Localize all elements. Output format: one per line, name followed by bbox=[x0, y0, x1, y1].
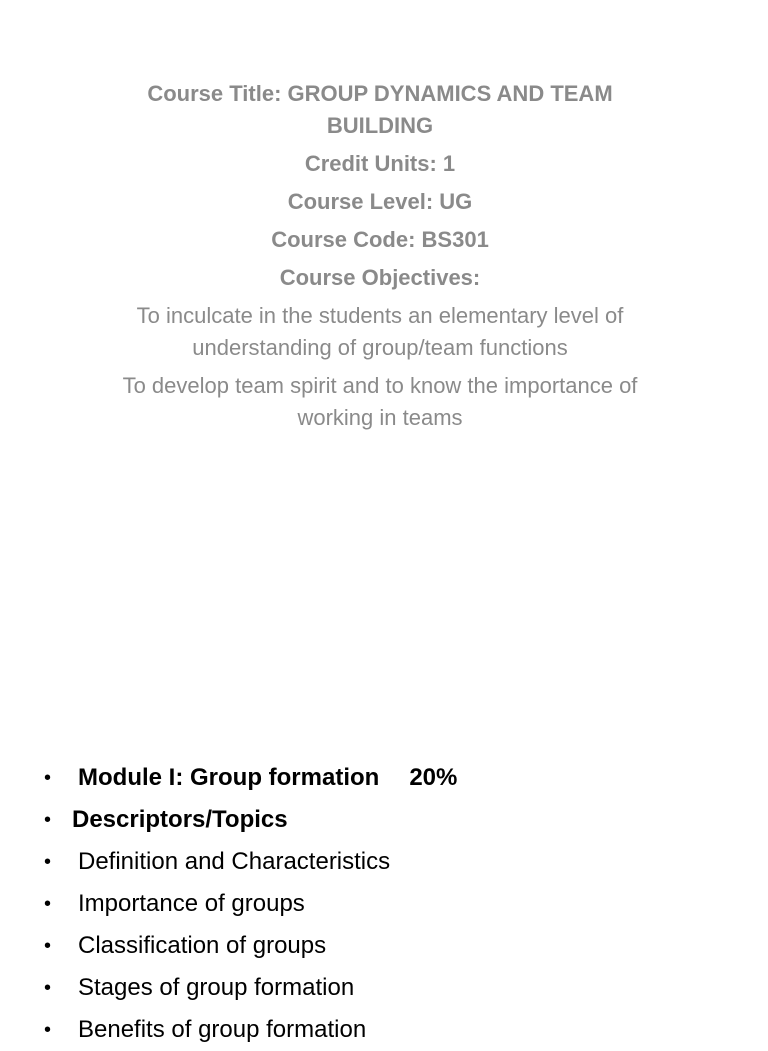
list-item bbox=[44, 841, 744, 883]
list-item bbox=[44, 883, 744, 925]
list-item-descriptors bbox=[44, 799, 744, 841]
topic-text: Definition and Characteristics bbox=[78, 848, 391, 875]
objectives-heading: Course Objectives: bbox=[279, 265, 481, 290]
module-weight: 20% bbox=[409, 764, 458, 791]
topic-text: Classification of groups bbox=[78, 932, 327, 959]
bullet-icon: • bbox=[44, 935, 52, 957]
list-item bbox=[44, 925, 744, 967]
bullet-icon: • bbox=[44, 851, 52, 873]
list-item bbox=[44, 967, 744, 1009]
credit-units: Credit Units: 1 bbox=[304, 151, 456, 176]
topic-text: Importance of groups bbox=[78, 890, 305, 917]
module-bullet-list bbox=[44, 757, 744, 1051]
module-heading: Module I: Group formation bbox=[78, 764, 380, 791]
topic-text: Stages of group formation bbox=[78, 974, 355, 1001]
bullet-icon: • bbox=[44, 1019, 52, 1041]
objective-2: To develop team spirit and to know the importance of working in teams bbox=[122, 373, 638, 430]
course-header bbox=[120, 78, 640, 440]
course-code: Course Code: BS301 bbox=[271, 227, 489, 252]
bullet-icon: • bbox=[44, 809, 52, 831]
bullet-icon: • bbox=[44, 977, 52, 999]
objective-1: To inculcate in the students an elementary level of understanding of group/team functions bbox=[136, 303, 624, 360]
bullet-icon: • bbox=[44, 893, 52, 915]
course-title: Course Title: GROUP DYNAMICS AND TEAM BUILDING bbox=[147, 81, 613, 138]
list-item bbox=[44, 1009, 744, 1051]
topic-text: Benefits of group formation bbox=[78, 1016, 367, 1043]
list-item-module-heading bbox=[44, 757, 744, 799]
course-level: Course Level: UG bbox=[287, 189, 473, 214]
bullet-icon: • bbox=[44, 767, 52, 789]
descriptors-heading: Descriptors/Topics bbox=[72, 806, 288, 833]
